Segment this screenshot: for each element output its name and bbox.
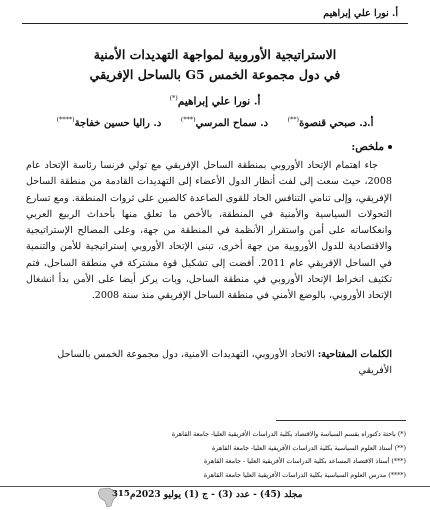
abstract-body xyxy=(26,158,392,305)
footnotes xyxy=(80,428,406,482)
co-author: د. سماح المرسي(***) xyxy=(180,116,269,130)
footnote-item: (**) أستاذ العلوم السياسية بكلية الدراسات الأفريقية العليا- جامعة القاهرة xyxy=(211,443,406,452)
keywords-label: الكلمات المفتاحية: xyxy=(317,349,392,360)
primary-author xyxy=(30,94,400,108)
running-header xyxy=(22,5,408,25)
header-rule xyxy=(22,23,408,24)
running-header-author: أ. نورا علي إبراهيم xyxy=(323,8,398,19)
article-title xyxy=(30,45,400,85)
article-title-line2: في دول مجموعة الخمس G5 بالساحل الإفريقي xyxy=(89,67,341,82)
co-author: د. راليا حسين خفاجة(****) xyxy=(56,116,162,130)
keywords xyxy=(26,347,392,378)
footnote-divider xyxy=(276,420,406,421)
abstract-heading: ملخص: xyxy=(351,141,392,153)
primary-author-name: أ. نورا علي إبراهيم xyxy=(177,95,261,108)
page-number: 315 xyxy=(112,489,130,499)
article-title-line1: الاستراتيجية الأوروبية لمواجهة التهديدات الأمنية xyxy=(93,47,337,62)
bullet-icon xyxy=(388,145,392,149)
page-footer xyxy=(0,486,430,510)
abstract-paragraph: جاء اهتمام الإتحاد الأوروبي بمنطقة الساحل الإفريقي مع تولي فرنسا رئاسة الإتحاد عام 2008، حيث سعت إلى لفت أنظار الدول الأعضاء إلى التهديدات القادمة من منطقة الساحل الإفريقي، وإلى تنامي التنافس الحاد للقوى الصاعدة كالصين على ثروات المنطقة. ومع تسارع التحولات السياسية والأمنية في المنطقة، بالأخص ما تعلق منها بأحداث الربيع العربي وانعكاساته على أمن واستقرار الأنظمة في المنطقة من جهة، وعلى المصالح الإستراتيجية والاقتصادية للدول الأوروبية من جهة أخرى، تبنى الإتحاد الأوروبي إستراتيجية للأمن والتنمية في الساحل الإفريقي عام 2011. أفضت إلى تشكيل قوة مشتركة في منطقة الساحل، فتم تكثيف انخراط الإتحاد الأوروبي في منطقة الساحل، وبات يركز أيضا على الأمن بدأ انشغال الإتحاد الأوروبي، بالوضع الأمني في منطقة الساحل الإفريقي منذ سنة 2008. xyxy=(26,160,392,302)
footnote-item: (*) باحثة دكتوراه بقسم السياسة والاقتصاد بكلية الدراسات الأفريقية العليا- جامعة القاهرة xyxy=(171,430,406,438)
co-authors xyxy=(30,116,400,129)
footer-rule xyxy=(0,486,430,487)
primary-author-mark: (*) xyxy=(169,94,178,102)
footnote-item: (***) أستاذ الاقتصاد المساعد بكلية الدراسات الأفريقية العليا - جامعة القاهرة xyxy=(203,457,406,466)
journal-info: مجلد (45) - عدد (3) - ج (1) يوليو 2023م xyxy=(130,490,303,500)
footnote-item: (****) مدرس العلوم السياسية بكلية الدراسات الأفريقية العليا جامعة القاهرة xyxy=(203,470,406,479)
keywords-text: الاتحاد الأوروبي، التهديدات الامنية، دول مجموعة الخمس بالساحل الأفريقي xyxy=(57,349,392,376)
co-author: أ.د. صبحي قنصوة(**) xyxy=(287,116,374,130)
